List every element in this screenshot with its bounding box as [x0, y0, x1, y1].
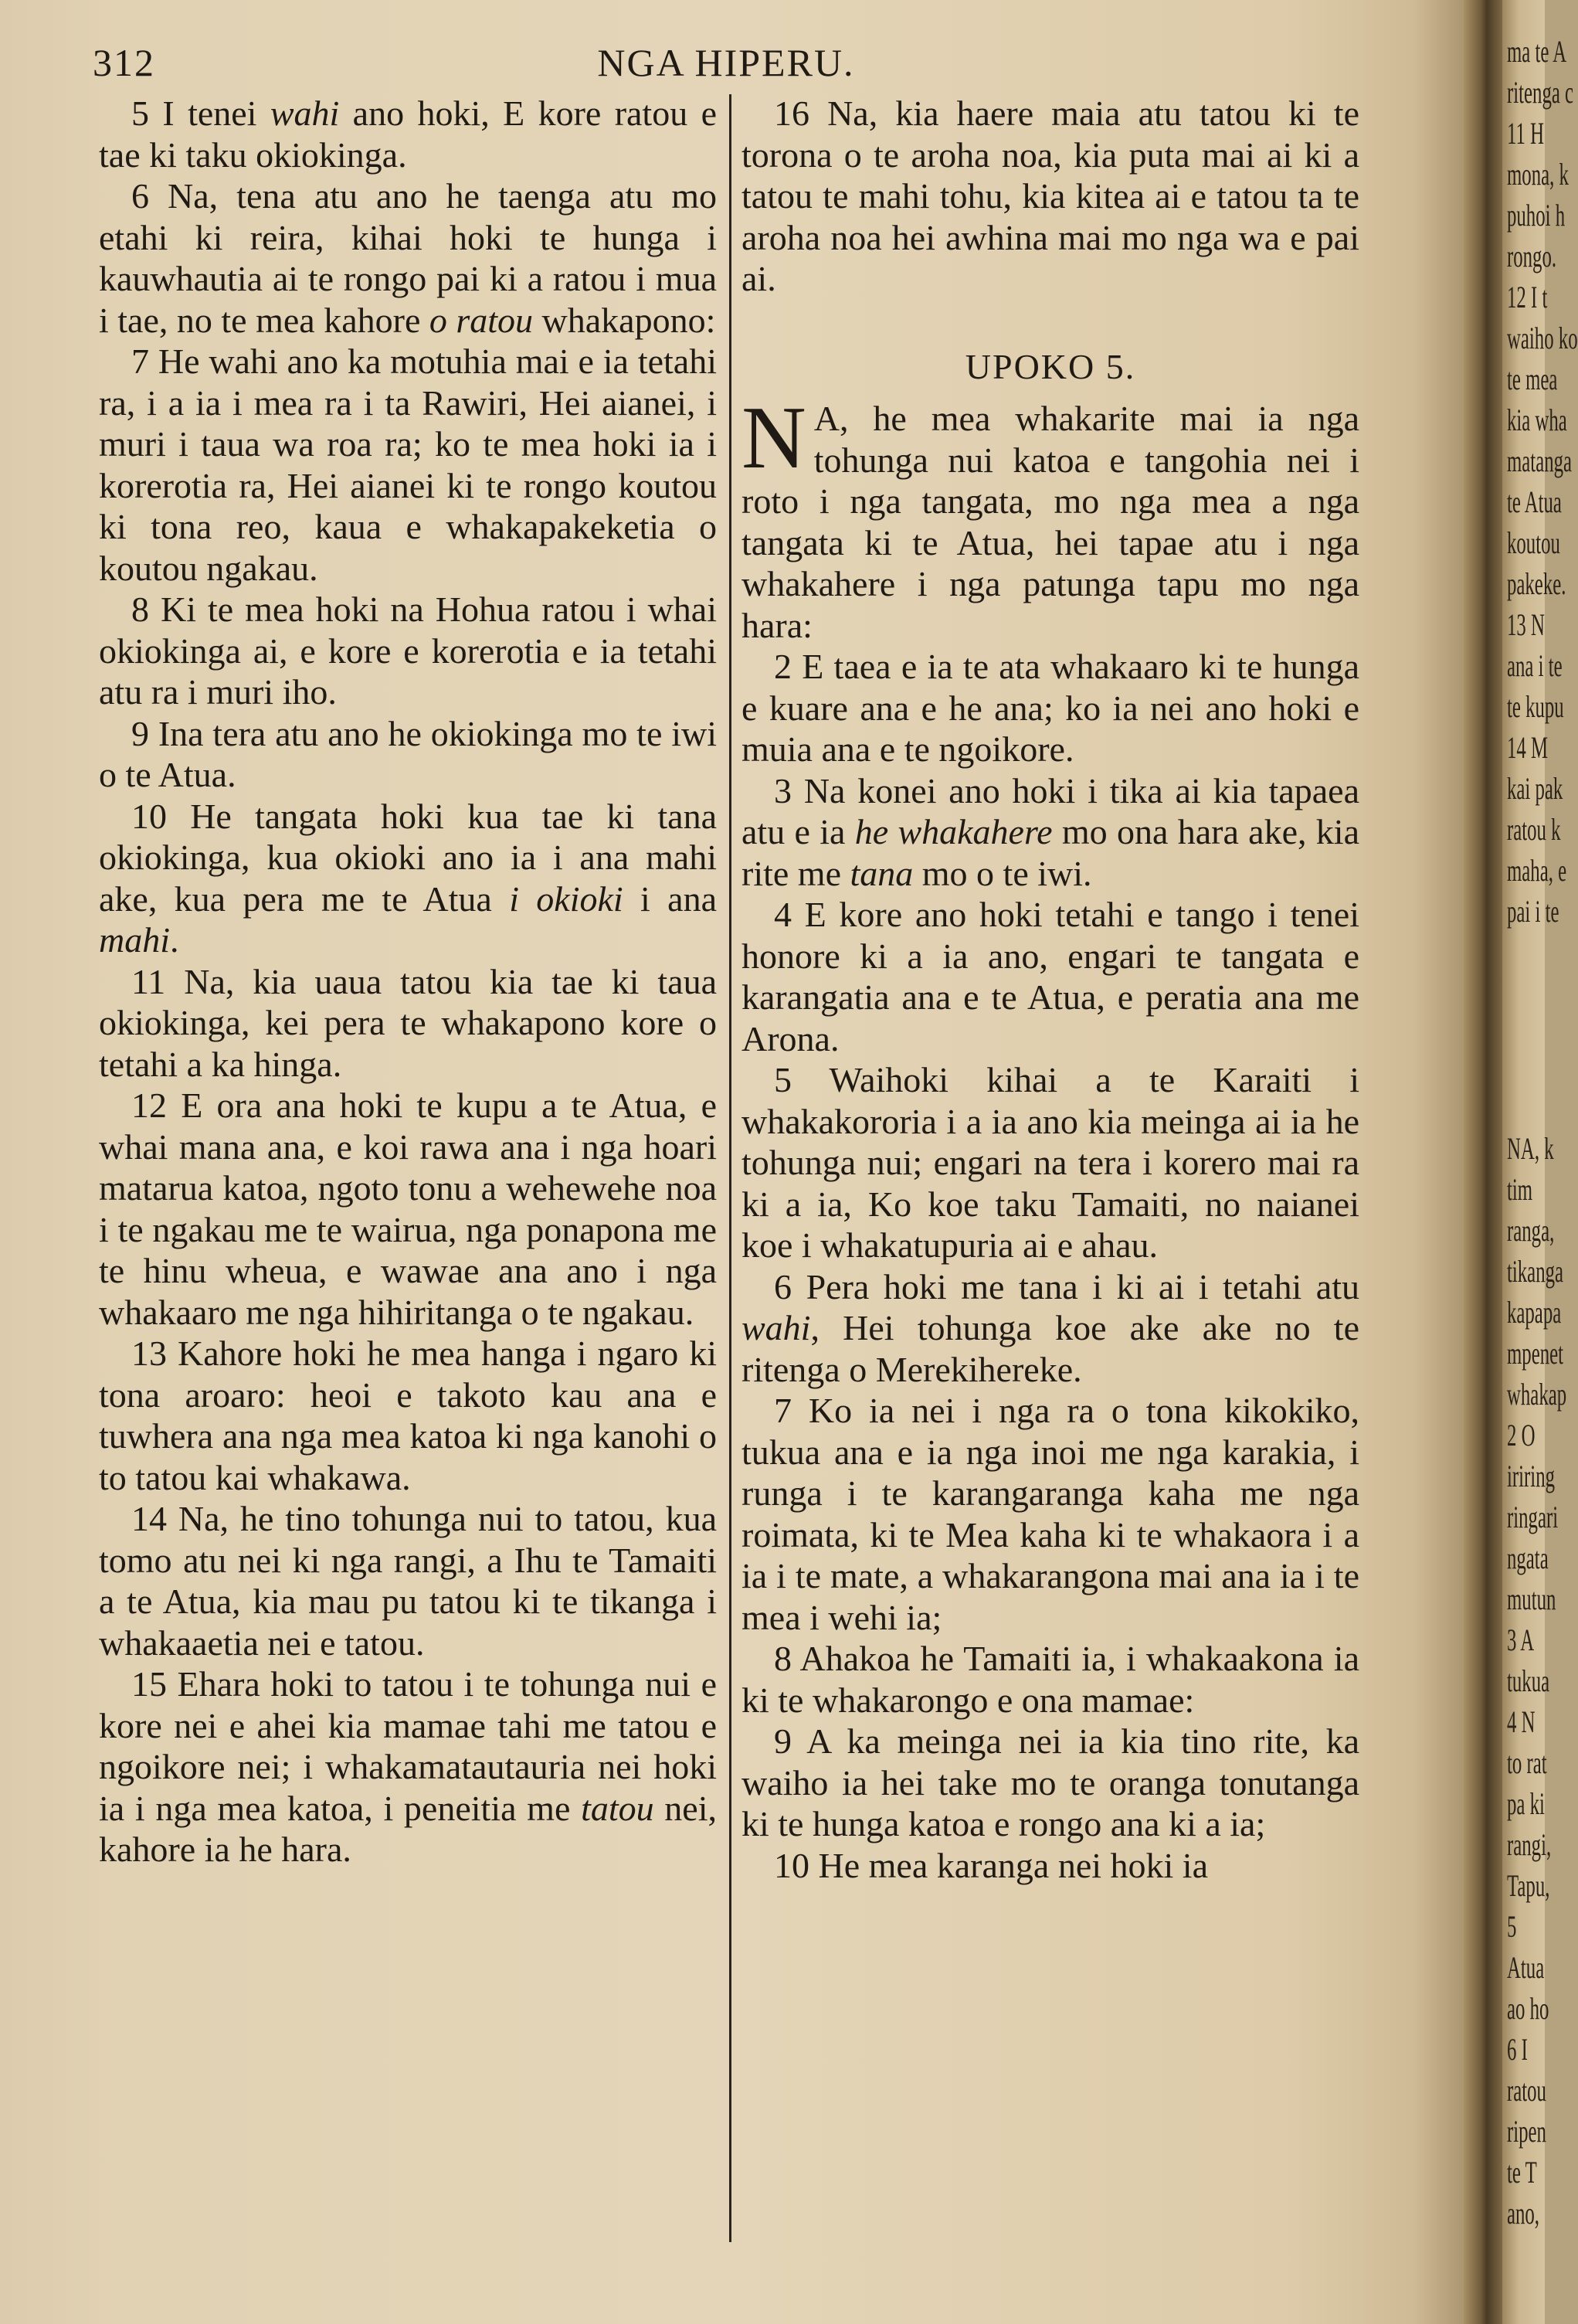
verse-number: 9 [774, 1721, 792, 1761]
italic-text: i okioki [509, 878, 623, 919]
verse [99, 93, 717, 175]
facing-page-line: rongo. [1507, 239, 1557, 274]
verse-number: 6 [131, 176, 149, 216]
verse-number: 9 [131, 713, 149, 753]
verse-text: Pera hoki me tana i ki ai i tetahi atu [806, 1266, 1359, 1306]
verse-text: He wahi ano ka motuhia mai e ia tetahi ra, i a ia i mea ra i ta Rawiri, Hei aianei, i muri i taua wa roa ra; ko te mea hoki ia i korerotia ra, Hei aianei ki te rongo koutou ki tona reo, kaua e whakapakeketia o koutou ngakau. [99, 341, 717, 588]
facing-page-line: kia wha [1507, 403, 1567, 437]
verse-number: 8 [131, 589, 149, 629]
verse-number: 7 [131, 341, 149, 381]
facing-page-line: puhoi h [1507, 198, 1566, 233]
verse [99, 961, 717, 1086]
verse-number: 10 [774, 1845, 809, 1885]
verse [99, 175, 717, 341]
facing-page-line: ma te A [1507, 34, 1567, 69]
facing-page-line: te mea [1507, 362, 1558, 396]
verse-text: . [170, 920, 179, 960]
facing-page-line: tim [1507, 1172, 1533, 1207]
italic-text: he whakahere [854, 812, 1053, 851]
facing-page-line: ripen [1507, 2114, 1546, 2149]
facing-page-line: 6 I [1507, 2032, 1528, 2067]
verse [741, 1059, 1359, 1266]
facing-page-line: 2 O [1507, 1418, 1536, 1452]
verse-number: 6 [774, 1266, 792, 1306]
verse [99, 1498, 717, 1663]
facing-page-line: 13 N [1507, 607, 1545, 642]
verse-text: Na, he tino tohunga nui to tatou, kua tomo atu nei ki nga rangi, a Ihu te Tamaiti a te Atua, kia mau pu tatou ki te tikanga i whakaaetia nei e tatou. [99, 1499, 717, 1663]
verse [99, 589, 717, 713]
facing-page-line: ana i te [1507, 648, 1563, 683]
verse-text: I tenei [162, 93, 270, 133]
verse-text: Na konei ano hoki i tika ai kia tapaea atu e ia [741, 770, 1360, 851]
verse-number: 3 [774, 770, 792, 810]
verse-text: He tangata hoki kua tae ki tana okiokinga, kua okioki ano ia i ana mahi ake, kua pera me te Atua [99, 796, 718, 919]
verse-text: nei, kahore ia he hara. [99, 1788, 717, 1869]
verse-text: He mea karanga nei hoki ia [818, 1845, 1208, 1885]
verse-text: Ko ia nei i nga ra o tona kikokiko, tukua ana e ia nga inoi me nga karakia, i runga i te karangaranga kaha me nga roimata, ki te Mea kaha ki te whakaora i a ia i te mate, a whakarangona mai ana ia i te mea i wehi ia; [741, 1391, 1360, 1637]
facing-page-line: mpenet [1507, 1336, 1563, 1371]
facing-page-line: kai pak [1507, 771, 1563, 806]
drop-cap: N [741, 389, 806, 488]
facing-page-line: mutun [1507, 1582, 1556, 1616]
verse-number: 5 [131, 93, 149, 133]
verse-text: ano hoki, E kore ratou e tae ki taku okiokinga. [99, 93, 718, 175]
verse-number: 2 [774, 647, 792, 686]
facing-page-line: te Atua [1507, 484, 1562, 519]
verse-text: Na, kia uaua tatou kia tae ki taua okiokinga, kei pera te whakapono kore o tetahi a ka hinga. [99, 961, 717, 1084]
verse [99, 1333, 717, 1498]
facing-page-line: ritenga c [1507, 75, 1574, 110]
verse-text: mo o te iwi. [913, 853, 1092, 893]
verse-text: i ana [623, 878, 717, 919]
verse-number: 8 [774, 1639, 792, 1678]
facing-page [1502, 0, 1578, 2324]
facing-page-line: ngata [1507, 1541, 1549, 1575]
verse-text: E taea e ia te ata whakaaro ki te hunga e kuare ana e he ana; ko ia nei ano hoki e muia ana e te ngoikore. [741, 647, 1359, 769]
facing-page-line: pakeke. [1507, 566, 1566, 601]
verse-number: 11 [131, 961, 166, 1001]
verse-text: E ora ana hoki te kupu a te Atua, e whai mana ana, e koi rawa ana i nga hoari matarua katoa, ngoto tonu a wehewehe noa i te ngakau me te wairua, nga ponapona me te hinu wheua, e wawae ana ano i nga whakaaro me nga hihiritanga o te ngakau. [99, 1086, 718, 1332]
verse-number: 4 [774, 895, 792, 934]
facing-page-line: 12 I t [1507, 280, 1548, 314]
right-verses [741, 646, 1359, 1886]
facing-page-line: te kupu [1507, 689, 1564, 724]
verse-text: Kahore hoki he mea hanga i ngaro ki tona aroaro: heoi e takoto kau ana e tuwhera ana nga mea katoa ki nga kanohi o to tatou kai whakawa. [99, 1334, 717, 1497]
verse-text: mo ona hara ake, kia rite me [741, 812, 1360, 893]
facing-page-line: Tapu, [1507, 1868, 1550, 1903]
page-header [93, 40, 1359, 88]
verse [99, 341, 717, 589]
facing-page-line: ano, [1507, 2196, 1540, 2231]
facing-page-line: kapapa [1507, 1295, 1562, 1330]
facing-page-line: ratou k [1507, 812, 1561, 847]
italic-text: tatou [581, 1788, 654, 1828]
facing-page-line: matanga [1507, 443, 1573, 478]
facing-page-line: ringari [1507, 1500, 1559, 1534]
verse-text: whakapono: [533, 300, 716, 340]
chapter-heading: UPOKO 5. [965, 346, 1136, 386]
facing-page-line: 3 A [1507, 1622, 1535, 1657]
facing-page-line: pai i te [1507, 894, 1559, 929]
verse-text: Na, tena atu ano he taenga atu mo etahi ki reira, kihai hoki te hunga i kauwhautia ai te rongo pai ki a ratou i mua i tae, no te mea kahore [99, 176, 717, 340]
right-column [741, 93, 1359, 1886]
facing-page-line: 5 [1507, 1909, 1517, 1944]
page-curve-shadow [1413, 0, 1464, 2324]
verse-text: A, he mea whakarite mai ia nga tohunga nui katoa e tangohia nei i roto i nga tangata, mo nga mea a nga tangata ki te Atua, hei tapae atu i nga whakahere i nga patunga tapu mo nga hara: [741, 399, 1359, 645]
verse-number: 15 [131, 1664, 167, 1704]
facing-page-line: ao ho [1507, 1991, 1549, 2026]
left-column [99, 93, 717, 1870]
verse-text: E kore ano hoki tetahi e tango i tenei honore ki a ia ano, engari te tangata e karangatia ana e te Atua, e peratia ana me Arona. [741, 895, 1360, 1058]
italic-text: mahi [99, 920, 170, 960]
verse [741, 770, 1359, 895]
verse [741, 1390, 1359, 1638]
verse [741, 1845, 1359, 1887]
facing-page-line: 4 N [1507, 1704, 1536, 1739]
facing-page-line: iriring [1507, 1459, 1555, 1493]
italic-text: wahi [270, 93, 340, 133]
facing-page-line: NA, k [1507, 1131, 1554, 1166]
verse [99, 796, 717, 961]
verse [99, 1663, 717, 1870]
verse [741, 1638, 1359, 1721]
facing-page-line: maha, e [1507, 853, 1567, 888]
running-title: NGA HIPERU. [597, 41, 855, 84]
page-number: 312 [93, 41, 155, 84]
facing-page-line: whakap [1507, 1377, 1567, 1412]
italic-text: tana [850, 853, 914, 893]
facing-page-line: Atua [1507, 1950, 1545, 1985]
facing-page-line: te T [1507, 2155, 1537, 2190]
verse [99, 1085, 717, 1333]
facing-page-text-lower [1507, 1128, 1567, 2234]
verse-text: Ki te mea hoki na Hohua ratou i whai okiokinga ai, e kore e korerotia e ia tetahi atu ra i muri iho. [99, 589, 718, 712]
verse-text: Na, kia haere maia atu tatou ki te torona o te aroha noa, kia puta mai ai ki a tatou te mahi tohu, kia kitea ai e tatou ta te aroha noa hei awhina mai mo nga wa e pai ai. [741, 93, 1360, 298]
facing-page-line: tukua [1507, 1663, 1550, 1698]
facing-page-line: tikanga [1507, 1254, 1563, 1289]
facing-page-line: 11 H [1507, 116, 1544, 151]
verse [741, 93, 1359, 300]
verse-number: 16 [774, 93, 809, 133]
verse-number: 10 [131, 796, 167, 836]
verse-text: Ehara hoki to tatou i te tohunga nui e kore nei e ahei kia mamae tahi me tatou e ngoikore nei; i whakamatautauria nei hoki ia i nga mea katoa, i peneitia me [99, 1664, 717, 1828]
verse-text: Ina tera atu ano he okiokinga mo te iwi o te Atua. [99, 713, 718, 794]
verse [741, 1721, 1359, 1845]
facing-page-text-upper [1507, 31, 1578, 932]
verse-number: 7 [774, 1391, 792, 1430]
facing-page-line: koutou [1507, 525, 1560, 560]
facing-page-line: pa ki [1507, 1786, 1545, 1821]
verse-text: A ka meinga nei ia kia tino rite, ka waiho ia hei take mo te oranga tonutanga ki te hunga katoa e rongo ana ki a ia; [741, 1721, 1359, 1843]
verse [741, 646, 1359, 770]
italic-text: wahi [741, 1308, 811, 1347]
verse-text: , Hei tohunga koe ake ake no te ritenga o Merekihereke. [741, 1308, 1359, 1389]
verse-text: Waihoki kihai a te Karaiti i whakakororia i a ia ano kia meinga ai ia he tohunga nui; engari na tera i korero mai ra ki a ia, Ko koe taku Tamaiti, no naianei koe i whakatupuria ai e ahau. [741, 1060, 1359, 1265]
facing-page-line: ratou [1507, 2073, 1546, 2108]
verse [741, 389, 1359, 646]
column-divider [729, 94, 731, 2242]
verse-number: 14 [131, 1499, 167, 1538]
facing-page-line: waiho ko [1507, 321, 1578, 355]
facing-page-line: to rat [1507, 1745, 1547, 1780]
verse-number: 13 [131, 1334, 167, 1373]
verse-number: 5 [774, 1060, 792, 1099]
facing-page-line: 14 M [1507, 730, 1549, 765]
verse-text: Ahakoa he Tamaiti ia, i whakaakona ia ki te whakarongo e ona mamae: [741, 1639, 1359, 1720]
facing-page-line: ranga, [1507, 1213, 1555, 1248]
facing-page-line: rangi, [1507, 1827, 1552, 1862]
verse-number: 12 [131, 1086, 167, 1125]
italic-text: o ratou [429, 300, 534, 340]
verse [741, 1266, 1359, 1391]
verse [99, 713, 717, 796]
book-gutter [1464, 0, 1502, 2324]
verse [741, 894, 1359, 1059]
facing-page-line: mona, k [1507, 157, 1569, 192]
